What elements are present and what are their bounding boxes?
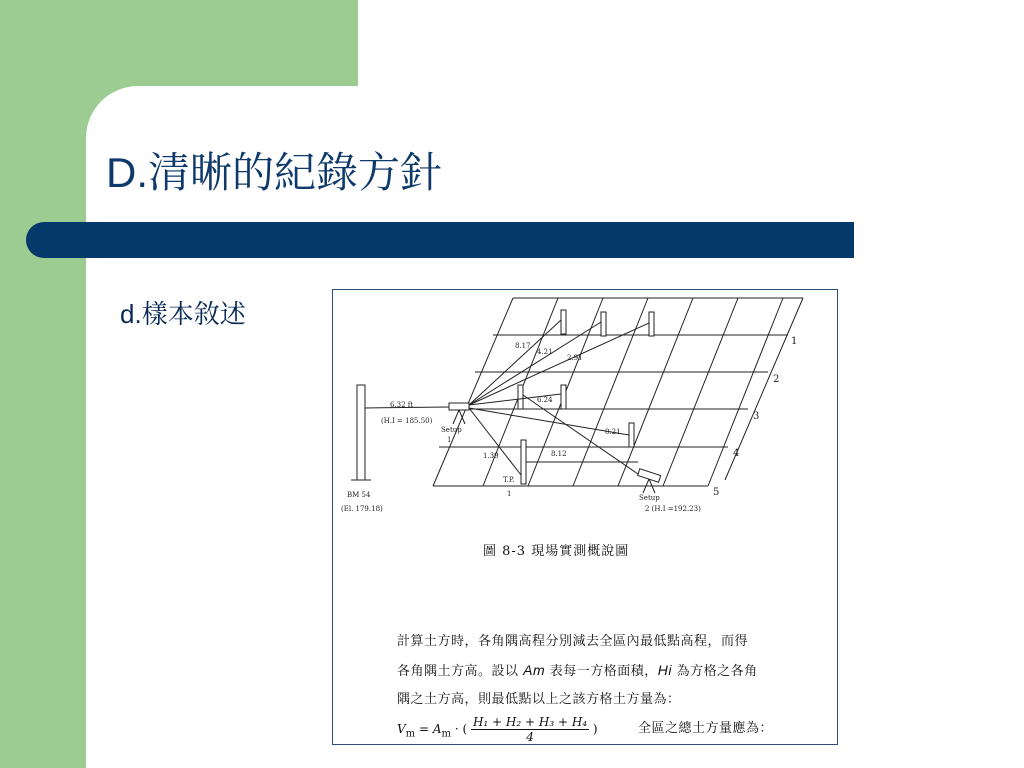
setup1-hi: (H.I = 185.50): [381, 417, 433, 425]
survey-figure: [332, 289, 838, 745]
title-text: 清晰的紀錄方針: [148, 148, 443, 197]
background-green-strip: [0, 0, 86, 768]
figure-text-line-3: 隅之土方高，則最低點以上之該方格土方量為：: [397, 692, 681, 707]
row-label: 5: [713, 487, 720, 498]
figure-text-line-2: [397, 660, 758, 679]
text-am: Am: [523, 662, 546, 678]
figure-text-line-1: 計算土方時，各角隅高程分別減去全區內最低點高程，而得: [397, 634, 749, 649]
row-label: 2: [773, 374, 780, 385]
formula-fraction: [471, 715, 589, 744]
leveling-rods: [357, 310, 654, 484]
setup2-label: Setup: [639, 494, 660, 502]
reading: 6.24: [537, 396, 553, 404]
bm-reading: 6.32 ft: [390, 401, 414, 409]
text-line2-part-b: 表每一方格面積，: [545, 664, 658, 679]
reading: 8.12: [551, 450, 567, 458]
title-prefix: D.: [106, 149, 148, 196]
text-hi: Hi: [657, 662, 673, 678]
setup2-hi: 2 (H.I =192.23): [645, 505, 701, 513]
figure-caption: 圖 8-3 現場實測概說圖: [483, 544, 630, 559]
reading: 4.21: [537, 348, 553, 356]
reading: 2.91: [567, 354, 583, 362]
volume-formula: $V_m = A_m$ · ( $\frac{\text{H₁ + H₂ + H₃ + H₄}}{4}$ ): [397, 715, 598, 744]
setup1-label: Setup: [441, 426, 462, 434]
formula-denominator: 4: [526, 730, 534, 744]
row-label: 3: [753, 411, 760, 422]
text-line2-part-a: 各角隅土方高。設以: [397, 664, 524, 679]
setup1-number: 1: [447, 436, 452, 444]
sight-lines: [365, 320, 649, 475]
bullet-item: [120, 294, 246, 331]
total-volume-text: 全區之總土方量應為：: [638, 721, 774, 736]
reading: 8.17: [515, 342, 531, 350]
formula-lhs: V: [397, 722, 406, 736]
tp-label: T.P.: [503, 476, 515, 484]
text-line2-part-c: 為方格之各角: [672, 664, 758, 679]
tp-number: 1: [507, 490, 512, 498]
bullet-prefix: d.: [120, 299, 142, 329]
formula-numerator: H₁ + H₂ + H₃ + H₄: [472, 715, 588, 729]
row-label: 1: [791, 336, 798, 347]
reading: 1.39: [483, 452, 499, 460]
reading: 0.21: [605, 428, 621, 436]
title-underline-band: [26, 222, 854, 258]
row-label: 4: [733, 448, 740, 459]
bm-label: BM 54: [347, 491, 371, 499]
bullet-text: 樣本敘述: [141, 300, 246, 330]
bm-elevation: (El. 179.18): [341, 505, 383, 513]
slide-title: [106, 140, 442, 200]
